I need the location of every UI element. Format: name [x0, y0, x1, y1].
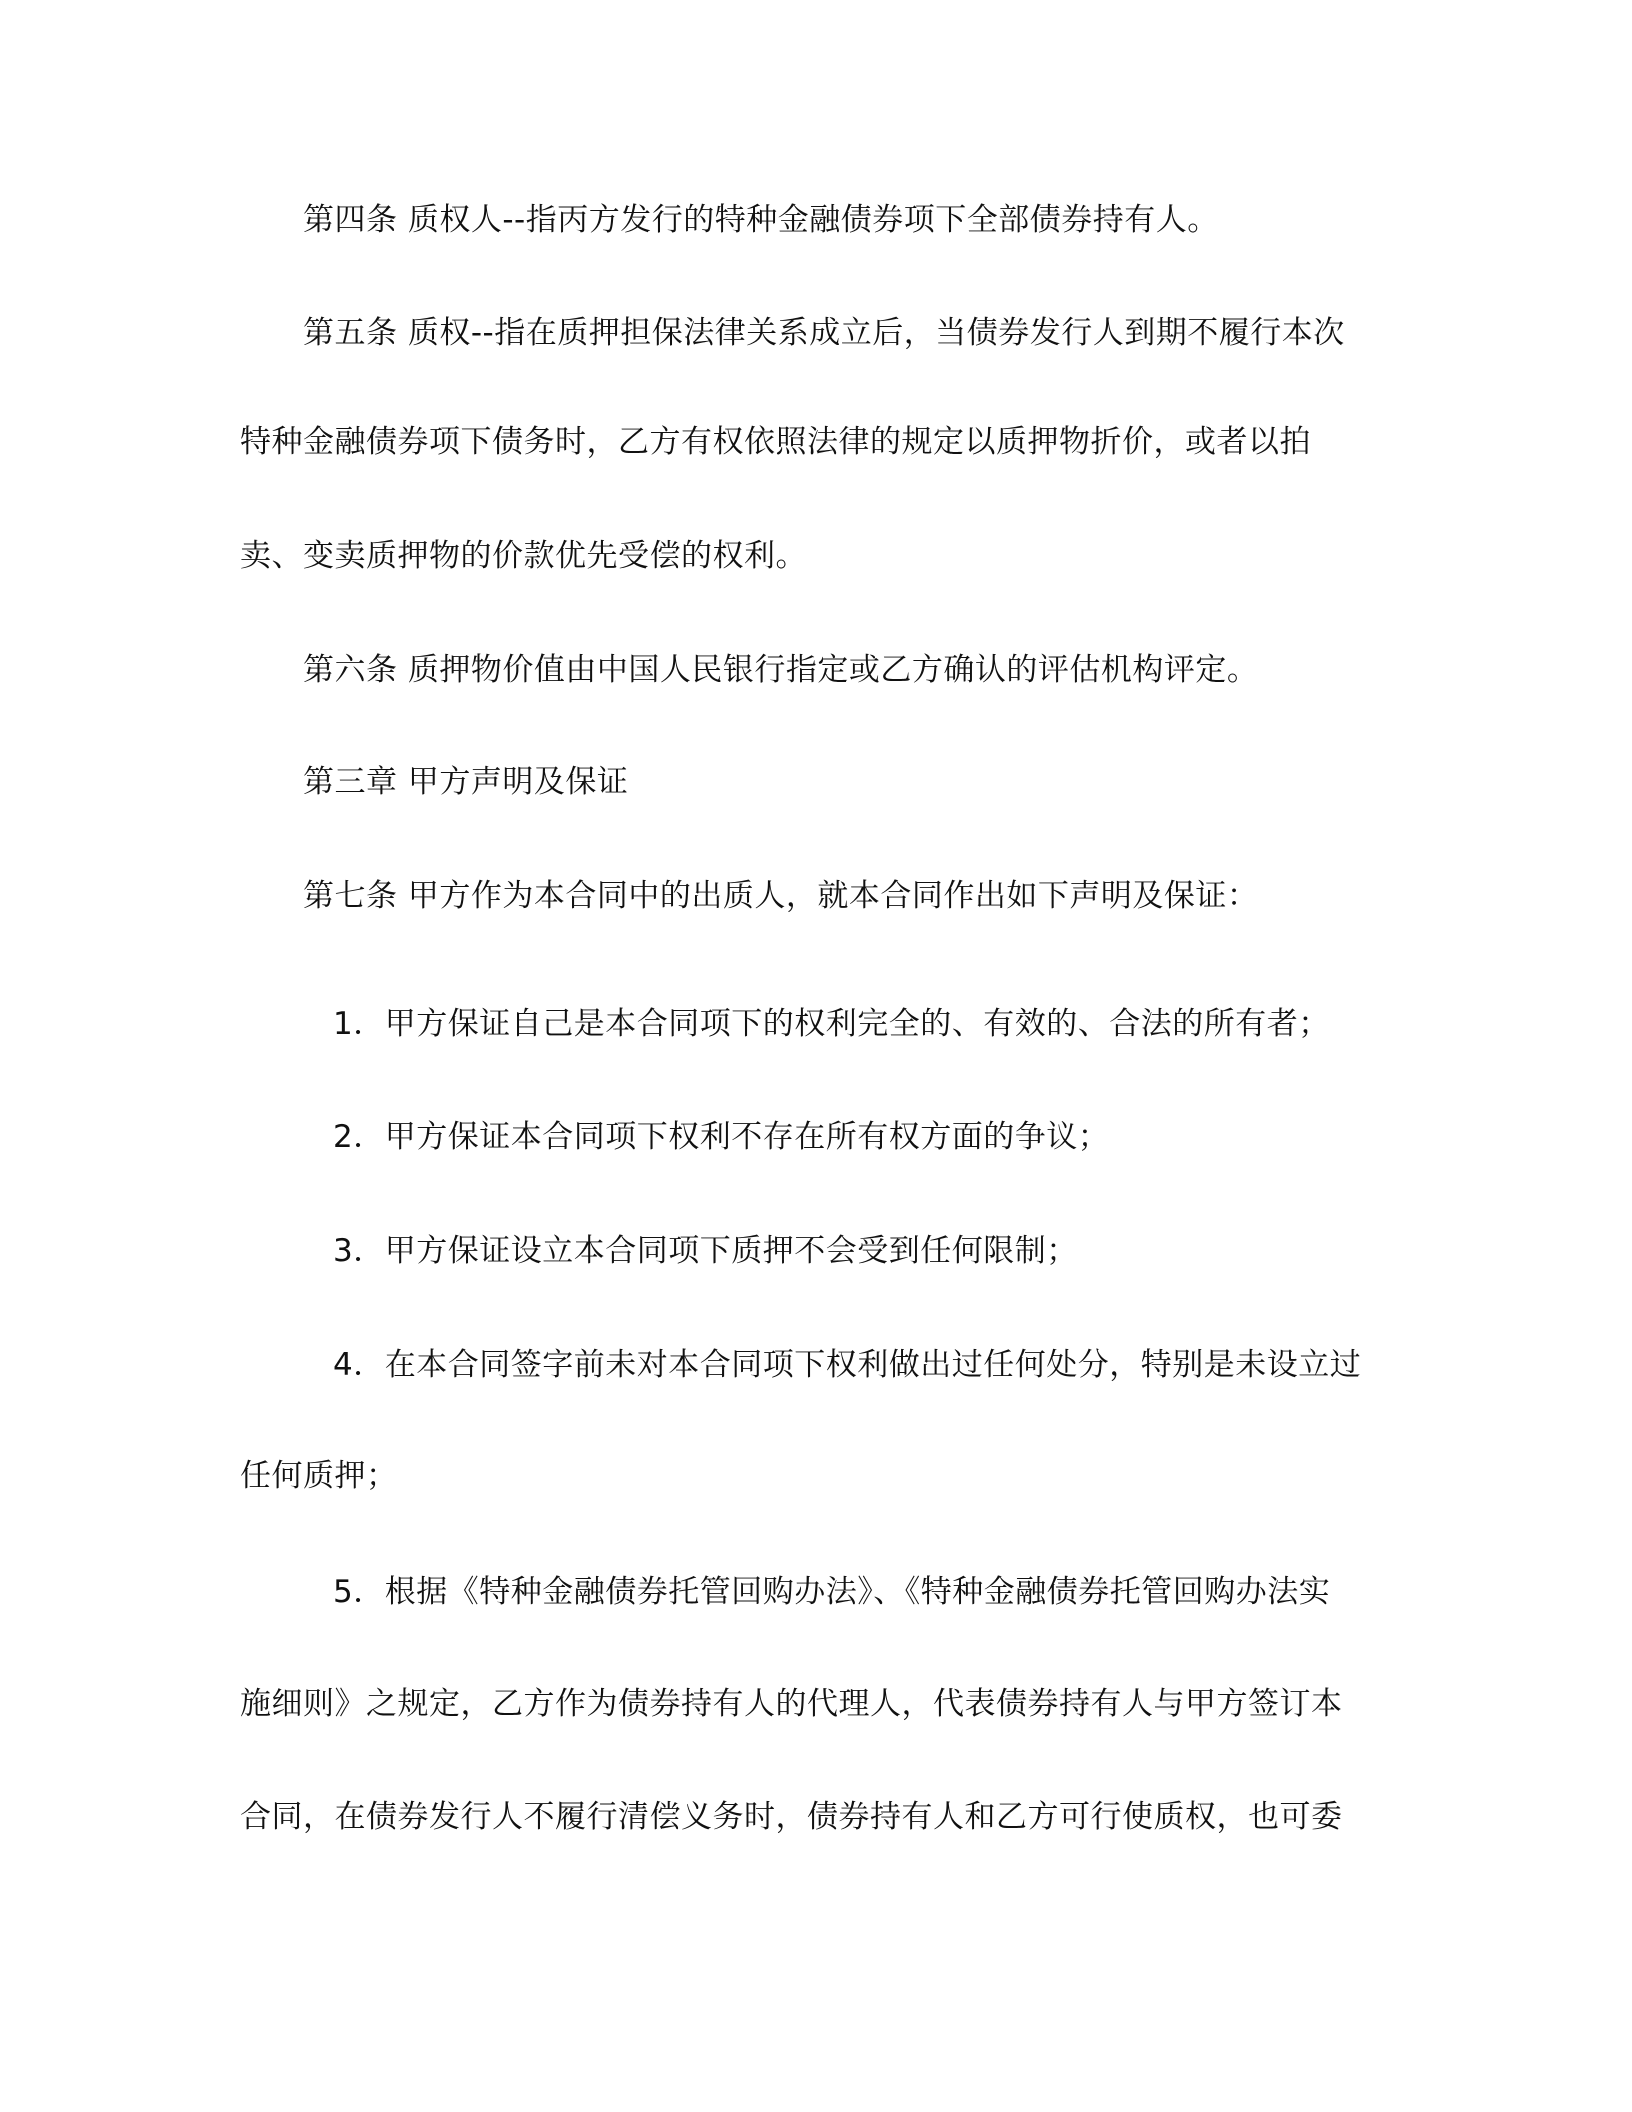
clause-4-line-2: 任何质押； [240, 1458, 398, 1494]
clause-5-line-3: 合同，在债券发行人不履行清偿义务时，债券持有人和乙方可行使质权，也可委 [240, 1799, 1343, 1835]
clause-2-line: 2．甲方保证本合同项下权利不存在所有权方面的争议； [333, 1119, 1110, 1155]
article-7-line: 第七条 甲方作为本合同中的出质人，就本合同作出如下声明及保证： [303, 878, 1259, 914]
clause-5-line-2: 施细则》之规定，乙方作为债券持有人的代理人，代表债券持有人与甲方签订本 [240, 1686, 1343, 1722]
clause-3-line: 3．甲方保证设立本合同项下质押不会受到任何限制； [333, 1233, 1078, 1269]
clause-4-line-1: 4．在本合同签字前未对本合同项下权利做出过任何处分，特别是未设立过 [333, 1347, 1362, 1383]
chapter-3-heading: 第三章 甲方声明及保证 [303, 764, 629, 800]
clause-1-line: 1．甲方保证自己是本合同项下的权利完全的、有效的、合法的所有者； [333, 1006, 1330, 1042]
article-5-line-2: 特种金融债券项下债务时，乙方有权依照法律的规定以质押物折价，或者以拍 [240, 424, 1311, 460]
article-4-line: 第四条 质权人--指丙方发行的特种金融债券项下全部债券持有人。 [303, 202, 1219, 238]
article-5-line-1: 第五条 质权--指在质押担保法律关系成立后，当债券发行人到期不履行本次 [303, 315, 1345, 351]
clause-5-line-1: 5．根据《特种金融债券托管回购办法》、《特种金融债券托管回购办法实 [333, 1574, 1331, 1610]
article-5-line-3: 卖、变卖质押物的价款优先受偿的权利。 [240, 538, 807, 574]
article-6-line: 第六条 质押物价值由中国人民银行指定或乙方确认的评估机构评定。 [303, 652, 1259, 688]
